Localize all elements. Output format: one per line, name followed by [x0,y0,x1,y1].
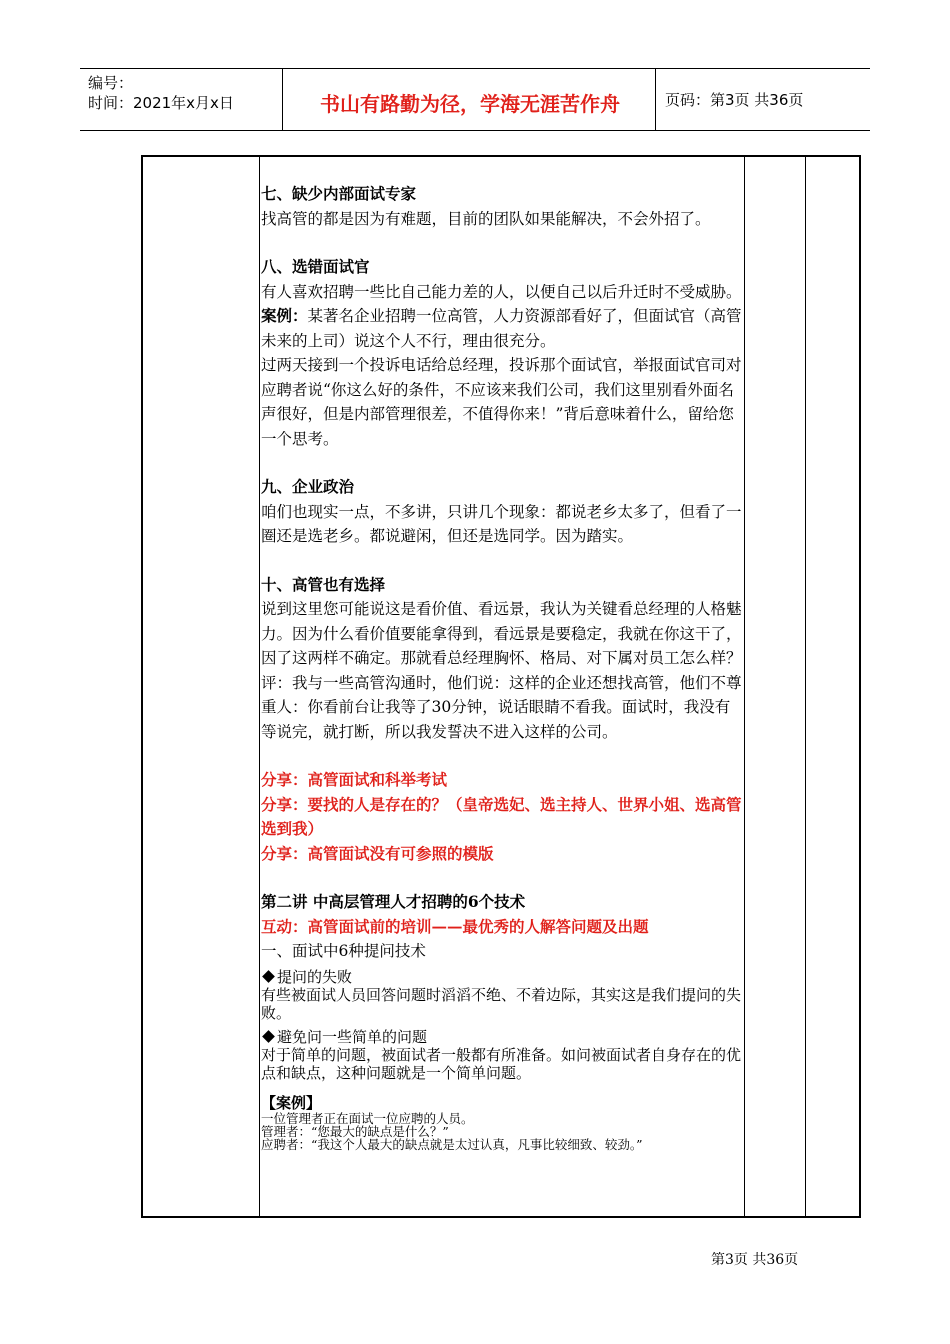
bullet-1-title: 提问的失败 [277,967,353,986]
table-column-divider [744,157,745,1216]
case-2-line: 一位管理者正在面试一位应聘的人员。 [261,1110,474,1126]
bullet-1-body: 有些被面试人员回答问题时滔滔不绝、不着边际，其实这是我们提问的失败。 [261,985,742,1022]
case-2-block [261,1094,743,1151]
table-content-cell [261,182,743,1151]
share-2: 分享：要找的人是存在的？（皇帝选妃、选主持人、世界小姐、选高管选到我） [261,794,742,838]
case-2-line: 应聘者：“我这个人最大的缺点就是太过认真，凡事比较细致、较劲。” [261,1136,643,1152]
diamond-bullet-icon [262,970,275,983]
section-7-title: 七、缺少内部面试专家 [261,184,417,203]
bullet-2 [261,1028,743,1082]
section-9-body: 咱们也现实一点，不多讲，只讲几个现象：都说老乡太多了，但看了一圈还是选老乡。都说避闲，但还是选同学。因为踏实。 [261,502,742,545]
section-8-title: 八、选错面试官 [261,257,370,276]
section-7-body: 找高管的都是因为有难题，目前的团队如果能解决，不会外招了。 [261,209,711,228]
questioning-title: 一、面试中6种提问技术 [261,942,426,960]
case-follow-up: 过两天接到一个投诉电话给总经理，投诉那个面试官，举报面试官司对应聘者说“你这么好的条件，不应该来我们公司，我们这里别看外面名声很好，但是内部管理很差，不值得你来！”背后意味着什么，留给您一个思考。 [261,356,742,448]
case-paragraph [261,304,743,353]
diamond-bullet-icon [262,1030,275,1043]
section-10-body: 说到这里您可能说这是看价值、看远景，我认为关键看总经理的人格魅力。因为什么看价值要能拿得到，看远景是要稳定，我就在你这干了，因了这两样不确定。那就看总经理胸怀、格局、对下属对员工怎么样？ [261,600,742,667]
case-body: 某著名企业招聘一位高管，人力资源部看好了，但面试官（高管未来的上司）说这个人不行，理由很充分。 [261,307,742,350]
header-motto: 书山有路勤为径，学海无涯苦作舟 [320,92,620,116]
table-column-divider [259,157,260,1216]
bullet-2-title: 避免问一些简单的问题 [277,1027,428,1046]
case-label: 案例： [261,306,308,325]
share-1: 分享：高管面试和科举考试 [261,770,448,789]
table-column-divider [805,157,806,1216]
date-line: 时间：2021年x月x日 [88,94,234,112]
interaction-note: 互动：高管面试前的培训——最优秀的人解答问题及出题 [261,916,649,936]
header-divider [655,69,656,130]
section-9-title: 九、企业政治 [261,477,355,496]
lecture-2-title: 第二讲 中高层管理人才招聘的6个技术 [261,892,526,911]
section-10-comment: 评：我与一些高管沟通时，他们说：这样的企业还想找高管，他们不尊重人：你看前台让我等了30分钟，说话眼睛不看我。面试时，我没有等说完，就打断，所以我发誓决不进入这样的公司。 [261,673,742,741]
case-2-label: 【案例】 [261,1093,322,1112]
bullet-2-body: 对于简单的问题，被面试者一般都有所准备。如问被面试者自身存在的优点和缺点，这种问题就是一个简单问题。 [261,1045,742,1082]
number-label: 编号： [88,74,134,92]
bullet-1 [261,968,743,1022]
footer-page-info: 第3页 共36页 [711,1252,799,1268]
header-page-info: 页码：第3页 共36页 [665,91,804,109]
document-header [80,68,870,131]
share-3: 分享：高管面试没有可参照的模版 [261,843,494,863]
section-8-body: 有人喜欢招聘一些比自己能力差的人，以便自己以后升迁时不受威胁。 [261,282,742,301]
section-10-title: 十、高管也有选择 [261,574,386,594]
header-meta [88,73,234,113]
case-2-line: 管理者：“您最大的缺点是什么？” [261,1123,449,1139]
